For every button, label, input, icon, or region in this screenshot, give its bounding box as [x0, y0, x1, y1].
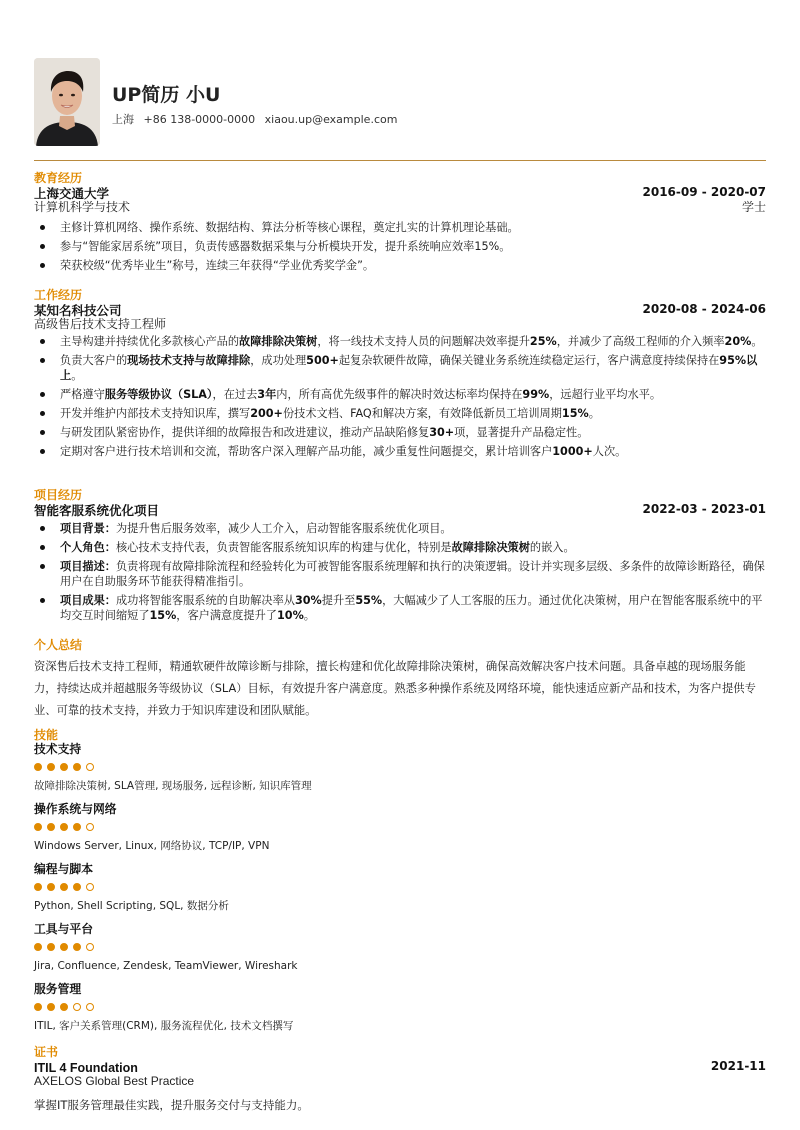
skill-name: 工具与平台: [34, 922, 93, 936]
education-bullets: [34, 220, 766, 273]
rating-dot-filled: [34, 1003, 42, 1011]
skill-rating: [34, 821, 766, 833]
education-section: [34, 171, 766, 277]
education-title: 教育经历: [34, 171, 83, 185]
skills-list: [34, 742, 766, 1042]
summary-text: 资深售后技术支持工程师，精通软硬件故障诊断与排除，擅长构建和优化故障排除决策树，确保高效解决客户技术问题。具备卓越的现场服务能力，持续达成并超越服务等级协议（SLA）目标，有效提升客户满意度。熟悉多种操作系统及网络环境，能快速适应新产品和技术，为客户提供专业、可靠的技术支持，并致力于知识库建设和团队赋能。: [34, 660, 756, 717]
education-degree: 学士: [741, 200, 766, 214]
skill-name: 技术支持: [34, 742, 82, 756]
certificate-description: 掌握IT服务管理最佳实践，提升服务交付与支持能力。: [34, 1098, 309, 1112]
list-item: 主修计算机网络、操作系统、数据结构、算法分析等核心课程，奠定扎实的计算机理论基础。: [34, 220, 766, 235]
project-title: 项目经历: [34, 488, 83, 502]
list-item: 严格遵守服务等级协议（SLA），在过去3年内，所有高优先级事件的解决时效达标率均保持在99%，远超行业平均水平。: [34, 387, 766, 402]
skill-rating: [34, 881, 766, 893]
skill-item: [34, 982, 766, 1042]
project-header-row: [34, 502, 766, 517]
skill-keywords: Windows Server, Linux, 网络协议, TCP/IP, VPN: [34, 840, 270, 852]
education-dates: 2016-09 - 2020-07: [642, 185, 766, 199]
work-header-row: [34, 302, 766, 317]
contact-line: [112, 111, 403, 127]
education-major: 计算机科学与技术: [34, 200, 131, 214]
rating-dot-filled: [60, 1003, 68, 1011]
rating-dot-filled: [73, 943, 81, 951]
certificate-name: ITIL 4 Foundation: [34, 1061, 138, 1075]
work-bullets: [34, 334, 766, 459]
certificate-header-row: [34, 1059, 766, 1074]
project-name: 智能客服系统优化项目: [34, 503, 160, 518]
rating-dot-filled: [60, 763, 68, 771]
skill-item: [34, 922, 766, 982]
list-item: 定期对客户进行技术培训和交流，帮助客户深入理解产品功能，减少重复性问题提交，累计培训客户1000+人次。: [34, 444, 766, 459]
certificate-issuer: AXELOS Global Best Practice: [34, 1074, 195, 1088]
skill-keywords: Python, Shell Scripting, SQL, 数据分析: [34, 900, 229, 912]
rating-dot-filled: [47, 763, 55, 771]
certificate-section: [34, 1045, 766, 1113]
certificate-title: 证书: [34, 1045, 59, 1059]
work-title: 工作经历: [34, 288, 83, 302]
skill-keywords: ITIL, 客户关系管理(CRM), 服务流程优化, 技术文档撰写: [34, 1020, 294, 1032]
work-dates: 2020-08 - 2024-06: [642, 302, 766, 316]
skill-rating: [34, 1001, 766, 1013]
project-dates: 2022-03 - 2023-01: [642, 502, 766, 516]
rating-dot-empty: [86, 1003, 94, 1011]
list-item: 项目背景：为提升售后服务效率，减少人工介入，启动智能客服系统优化项目。: [34, 521, 766, 536]
rating-dot-filled: [34, 763, 42, 771]
skill-item: [34, 742, 766, 802]
contact-city: 上海: [112, 113, 134, 126]
skill-keywords: Jira, Confluence, Zendesk, TeamViewer, Wireshark: [34, 960, 298, 972]
list-item: 荣获校级“优秀毕业生”称号，连续三年获得“学业优秀奖学金”。: [34, 258, 766, 273]
list-item: 开发并维护内部技术支持知识库，撰写200+份技术文档、FAQ和解决方案，有效降低新员工培训周期15%。: [34, 406, 766, 421]
certificate-date: 2021-11: [710, 1059, 766, 1073]
rating-dot-empty: [73, 1003, 81, 1011]
skill-name: 服务管理: [34, 982, 82, 996]
project-bullets: [34, 521, 766, 623]
education-sub-row: [34, 200, 766, 215]
skills-title: 技能: [34, 728, 59, 742]
rating-dot-filled: [47, 823, 55, 831]
list-item: 主导构建并持续优化多款核心产品的故障排除决策树，将一线技术支持人员的问题解决效率提升25%，并减少了高级工程师的介入频率20%。: [34, 334, 766, 349]
candidate-name: UP简历 小U: [112, 84, 221, 106]
rating-dot-filled: [60, 943, 68, 951]
resume-header: [34, 58, 766, 148]
list-item: 参与“智能家居系统”项目，负责传感器数据采集与分析模块开发，提升系统响应效率15%。: [34, 239, 766, 254]
work-section: [34, 288, 766, 463]
summary-section: [34, 638, 766, 722]
rating-dot-filled: [34, 823, 42, 831]
rating-dot-filled: [47, 883, 55, 891]
skill-item: [34, 802, 766, 862]
project-section: [34, 488, 766, 627]
list-item: 负责大客户的现场技术支持与故障排除，成功处理500+起复杂软硬件故障，确保关键业务系统连续稳定运行，客户满意度持续保持在95%以上。: [34, 353, 766, 383]
rating-dot-filled: [73, 763, 81, 771]
skill-rating: [34, 761, 766, 773]
education-header-row: [34, 185, 766, 200]
contact-email: xiaou.up@example.com: [264, 113, 398, 126]
rating-dot-filled: [60, 883, 68, 891]
rating-dot-filled: [73, 823, 81, 831]
list-item: 个人角色：核心技术支持代表，负责智能客服系统知识库的构建与优化，特别是故障排除决策树的嵌入。: [34, 540, 766, 555]
rating-dot-filled: [47, 943, 55, 951]
list-item: 项目描述：负责将现有故障排除流程和经验转化为可被智能客服系统理解和执行的决策逻辑。设计并实现多层级、多条件的故障诊断路径，确保用户在自助服务环节能获得精准指引。: [34, 559, 766, 589]
rating-dot-empty: [86, 763, 94, 771]
rating-dot-empty: [86, 883, 94, 891]
skill-name: 编程与脚本: [34, 862, 93, 876]
header-divider: [34, 160, 766, 161]
rating-dot-filled: [73, 883, 81, 891]
skill-name: 操作系统与网络: [34, 802, 117, 816]
rating-dot-filled: [47, 1003, 55, 1011]
skill-item: [34, 862, 766, 922]
rating-dot-filled: [34, 943, 42, 951]
rating-dot-filled: [34, 883, 42, 891]
rating-dot-empty: [86, 823, 94, 831]
contact-phone: +86 138-0000-0000: [143, 113, 256, 126]
school-name: 上海交通大学: [34, 186, 110, 201]
skill-keywords: 故障排除决策树, SLA管理, 现场服务, 远程诊断, 知识库管理: [34, 780, 312, 792]
list-item: 与研发团队紧密协作，提供详细的故障报告和改进建议，推动产品缺陷修复30+项，显著提升产品稳定性。: [34, 425, 766, 440]
rating-dot-empty: [86, 943, 94, 951]
work-role: 高级售后技术支持工程师: [34, 317, 167, 331]
skill-rating: [34, 941, 766, 953]
list-item: 项目成果：成功将智能客服系统的自助解决率从30%提升至55%，大幅减少了人工客服的压力。通过优化决策树，用户在智能客服系统中的平均交互时间缩短了15%，客户满意度提升了10%。: [34, 593, 766, 623]
profile-photo: [34, 58, 100, 146]
rating-dot-filled: [60, 823, 68, 831]
summary-title: 个人总结: [34, 638, 83, 652]
skills-section: [34, 728, 766, 1042]
company-name: 某知名科技公司: [34, 303, 122, 318]
